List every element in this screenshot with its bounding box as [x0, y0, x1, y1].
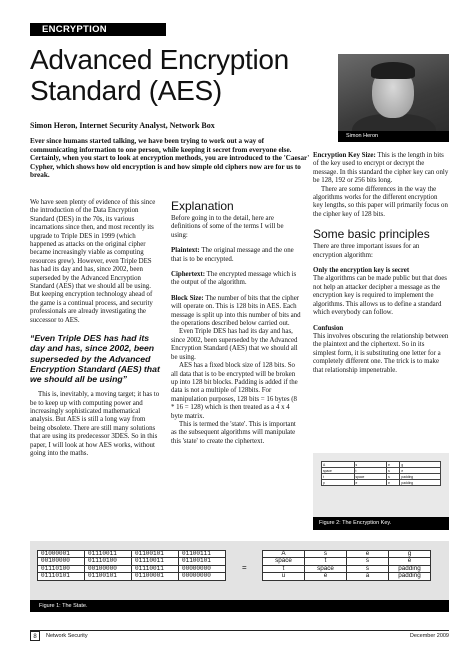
page-number: 8 [30, 631, 40, 641]
table-cell: s [305, 551, 347, 558]
def-key-size: This is the length in bits of the key used to encrypt or decrypt the message. In this standard the cipher key can only be 128, 192 or 256 bits long. [313, 152, 449, 185]
title-line-2: Standard (AES) [30, 75, 222, 106]
table-cell: A [263, 551, 305, 558]
table-cell: t [354, 468, 387, 474]
equals-sign: = [242, 563, 247, 572]
table-cell: e [400, 468, 441, 474]
table-cell: e [387, 462, 400, 468]
table-cell: 01110011 [85, 551, 132, 558]
table-cell: t [305, 558, 347, 565]
table-cell: a [347, 573, 389, 580]
table-cell: s [354, 462, 387, 468]
col1-paragraph-2: This is, inevitably, a moving target; it has to be to keep up with computing power and increasingly sophisticated mathematical analysis. But AES is still a long way from being obsolete. There are still many solutions that are using its predecessor 3DES. So in this paper, I will look at how AES works, without going into the maths. [30, 391, 160, 457]
table-row [322, 480, 441, 486]
table-cell: e [389, 558, 431, 565]
author-photo [338, 54, 449, 142]
table-cell: s [387, 468, 400, 474]
figure-2-caption: Figure 2: The Encryption Key. [313, 517, 449, 530]
table-cell: 01110011 [132, 565, 179, 572]
key-secret-text: The algorithms can be made public but that does not help an attacker decipher a message as the encryption key is required to implement the algorithms. This allows us to define a standard which everybody can follow. [313, 275, 447, 317]
table-cell: 01100101 [85, 573, 132, 580]
lead-paragraph: Ever since humans started talking, we have been trying to work out a way of communicating information to one person, while keeping it secret from everyone else. Certainly, when you start to look at encryption methods, you are introduced to the 'Caesar' Cypher, which shows how old encryption is and how simple old ciphers now are for us to break. [30, 137, 310, 180]
author-byline: Simon Heron, Internet Security Analyst, Network Box [30, 121, 215, 130]
table-cell: space [354, 474, 387, 480]
table-cell: space [305, 565, 347, 572]
table-cell: 01110101 [38, 573, 85, 580]
table-cell: e [347, 551, 389, 558]
table-cell: s [347, 565, 389, 572]
title-line-1: Advanced Encryption [30, 44, 289, 75]
table-cell: t [322, 474, 355, 480]
explanation-heading: Explanation [171, 199, 234, 213]
article-title [30, 44, 330, 106]
column-1 [30, 199, 160, 458]
def-block-size: The number of bits that the cipher will operate on. This is 128 bits in AES. Each message is split up into this number of bits and the operations described below carried out. [171, 294, 301, 328]
state-text-table [262, 550, 431, 581]
col2-state: This is termed the 'state'. This is important as the subsequent algorithms will manipulate this 'state' to create the ciphertext. [171, 420, 296, 445]
confusion-text: This involves obscuring the relationship between the plaintext and the ciphertext. So in its simplest form, it is substituting one letter for a completely different one. The trick is to make that relationship impenetrable. [313, 332, 449, 374]
subheading-confusion: Confusion [313, 324, 344, 332]
table-cell: t [263, 565, 305, 572]
term-ciphertext: Ciphertext: [171, 271, 206, 279]
table-cell: 00000000 [179, 573, 226, 580]
table-cell: 01110011 [132, 558, 179, 565]
term-block-size: Block Size: [171, 294, 204, 302]
col1-paragraph-1: We have seen plenty of evidence of this since the introduction of the Data Encryption Standard (DES) in the 70s, its various incarnations since then, and most recently its upgrade to Triple DES in 1999 (which happened as attacks on the original cipher became increasingly viable as computing resources grew). However, even Triple DES has had its day and has, since 2002, been superseded by the Advanced Encryption Standard (AES) that we should all be using. But keeping encryption technology ahead of the game is a continual process, and security professionals are already investigating the successor to AES. [30, 199, 156, 324]
table-cell: space [263, 558, 305, 565]
col3-differences: There are some differences in the way the algorithms works for the different encryption key lengths, so this paper will primarily focus on the cipher key of 128 bits. [313, 185, 448, 218]
table-cell: 00100000 [85, 565, 132, 572]
definition-plaintext [171, 247, 301, 264]
table-cell: 00100000 [38, 558, 85, 565]
table-cell: e [305, 573, 347, 580]
term-plaintext: Plaintext: [171, 247, 200, 255]
def-plaintext: The original message and the one that is to be encrypted. [171, 247, 294, 263]
table-cell: g [389, 551, 431, 558]
table-cell: 01100101 [179, 558, 226, 565]
col2-aes-block: AES has a fixed block size of 128 bits. So all data that is to be encrypted will be broken up into 128 bit blocks. Padding is added if the data is not a multiple of 128bits. For manipulation purposes, 128 bits = 16 bytes (8 * 16 = 128) which is then treated as a 4 x 4 byte matrix. [171, 362, 298, 420]
table-row [263, 573, 431, 580]
footer-rule [30, 630, 449, 631]
table-cell: 01100101 [132, 551, 179, 558]
footer-publication: Network Security [46, 633, 88, 639]
table-cell: e [354, 480, 387, 486]
table-row [38, 573, 226, 580]
table-cell: A [322, 462, 355, 468]
footer-date: December 2009 [409, 633, 449, 639]
table-cell: e [387, 480, 400, 486]
definition-block-size [171, 295, 301, 329]
def-ciphertext: The encrypted message which is the output of the algorithm. [171, 271, 297, 287]
figure-1-caption: Figure 1: The State. [30, 600, 449, 612]
section-tag: ENCRYPTION [30, 23, 166, 36]
explanation-intro: Before going in to the detail, here are definitions of some of the terms I will be using: [171, 215, 284, 239]
table-cell: space [322, 468, 355, 474]
principles-intro: There are three important issues for an encryption algorithm: [313, 243, 420, 259]
table-cell: s [387, 474, 400, 480]
table-cell: padding [389, 573, 431, 580]
table-cell: 01110100 [38, 565, 85, 572]
table-cell: s [347, 558, 389, 565]
table-cell: 00000000 [179, 565, 226, 572]
table-cell: u [263, 573, 305, 580]
table-cell: padding [400, 474, 441, 480]
subheading-key-secret: Only the encryption key is secret [313, 267, 410, 275]
photo-caption: Simon Heron [338, 131, 449, 142]
definition-ciphertext [171, 271, 301, 288]
state-binary-table [37, 550, 226, 581]
definition-key-size [313, 152, 449, 186]
table-cell: 01110100 [85, 558, 132, 565]
column-2 [171, 199, 301, 446]
principles-heading: Some basic principles [313, 227, 430, 242]
table-cell: 01100111 [179, 551, 226, 558]
column-3 [313, 152, 449, 375]
photo-hair [371, 62, 415, 79]
pull-quote: “Even Triple DES has had its day and has, since 2002, been superseded by the Advanced Encryption Standard (AES) that we should all be using” [30, 333, 160, 384]
col2-triple-des: Even Triple DES has had its day and has, since 2002, been superseded by the Advanced Encryption Standard (AES) that we should all be using. [171, 328, 298, 361]
term-key-size: Encryption Key Size: [313, 152, 376, 159]
encryption-key-table [321, 461, 441, 486]
table-cell: g [400, 462, 441, 468]
table-cell: padding [389, 565, 431, 572]
table-cell: padding [400, 480, 441, 486]
table-cell: p [322, 480, 355, 486]
table-cell: 01100001 [132, 573, 179, 580]
table-cell: 01000001 [38, 551, 85, 558]
